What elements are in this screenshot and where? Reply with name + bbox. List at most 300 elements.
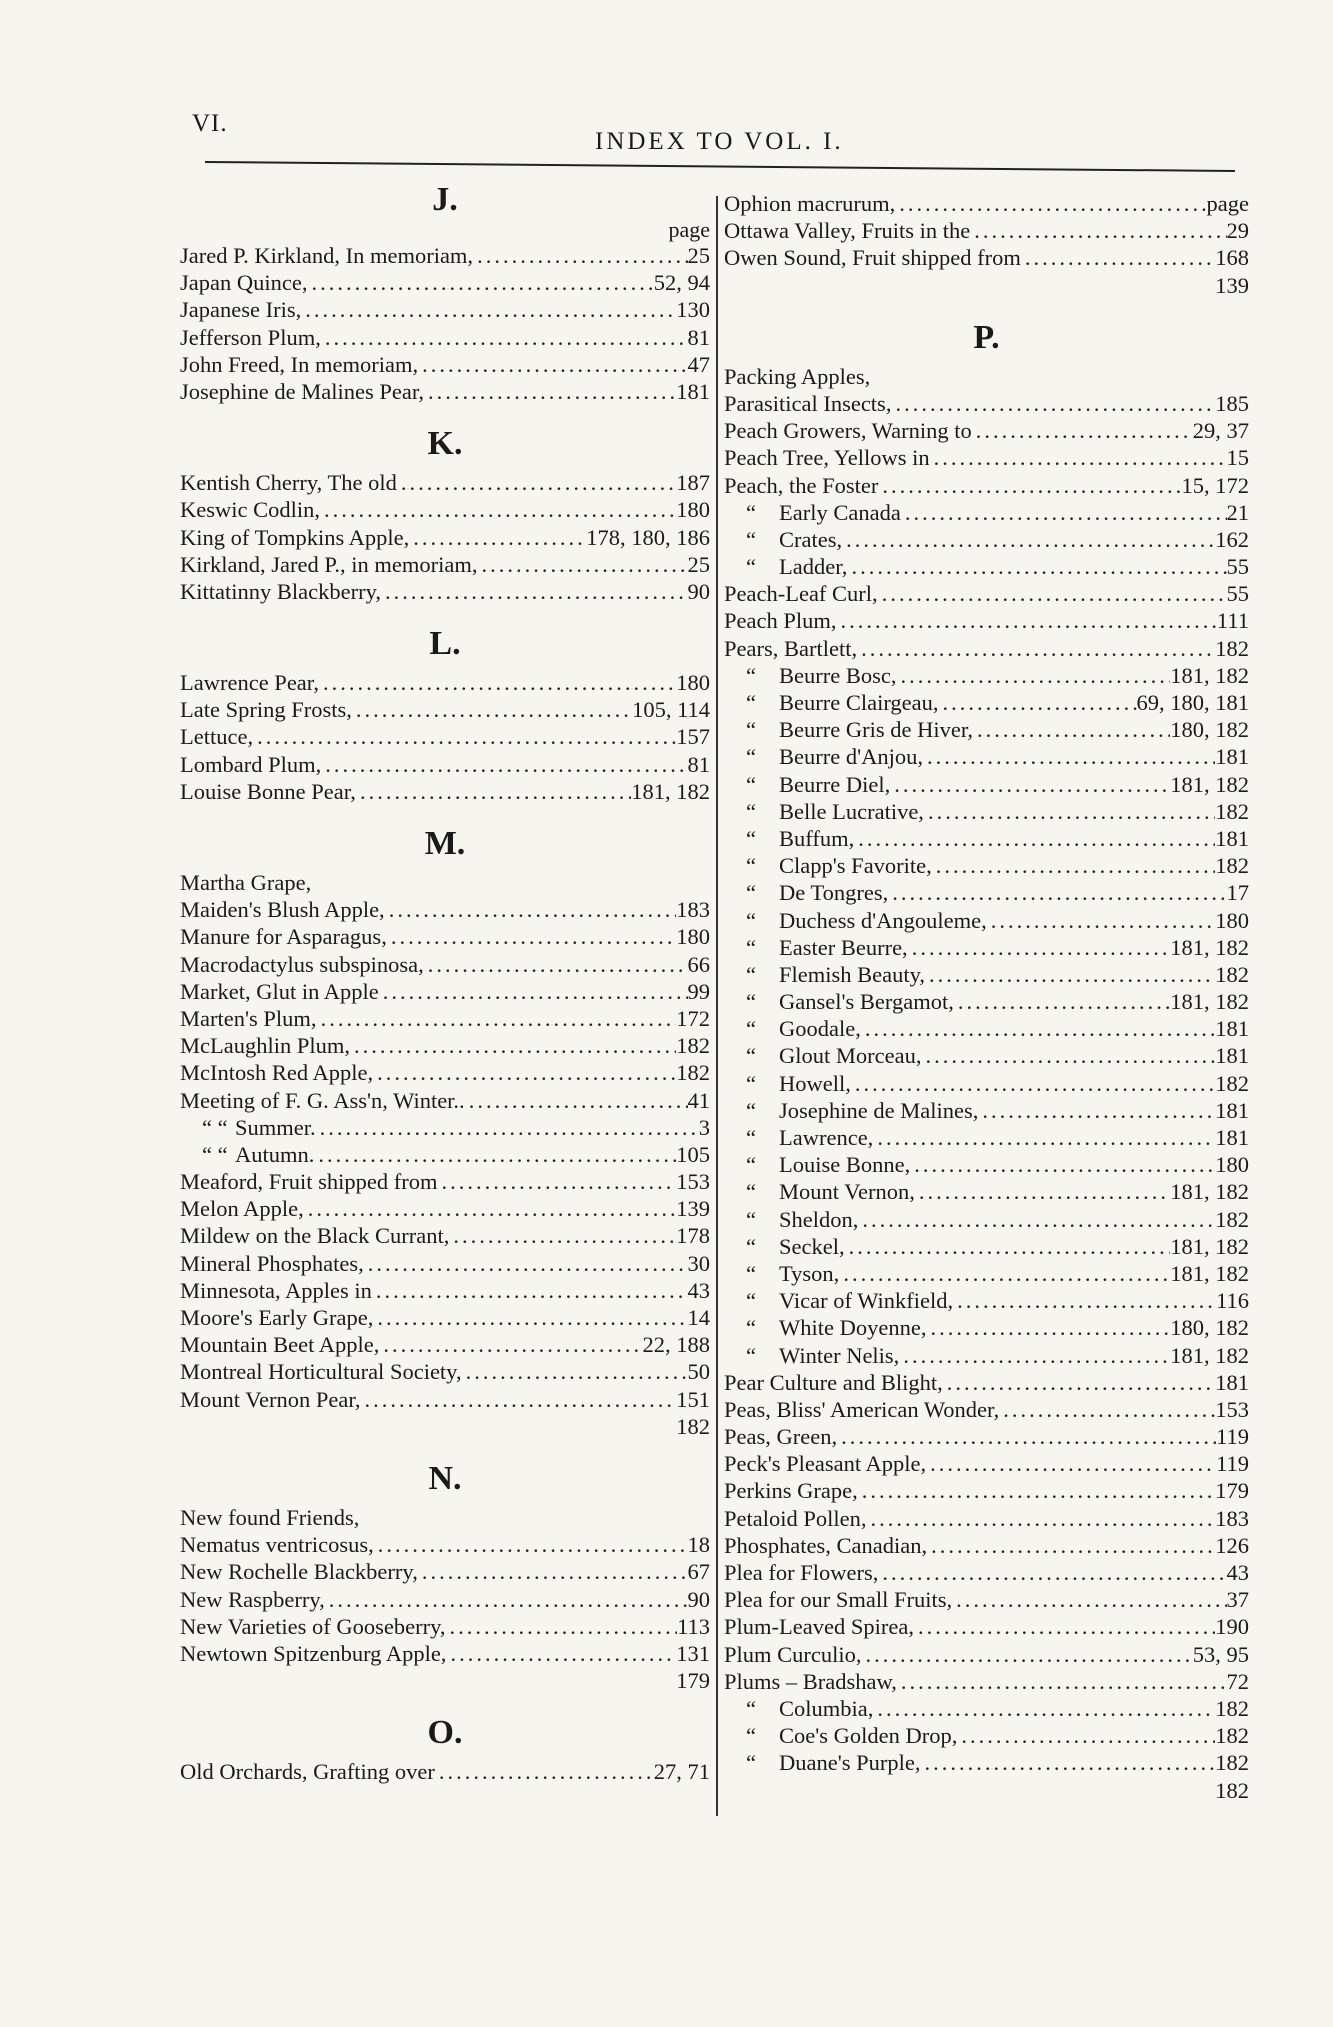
dot-leader (957, 1722, 1215, 1749)
dot-leader (372, 1277, 688, 1304)
index-entry (180, 1277, 710, 1304)
index-entry (180, 1640, 710, 1667)
dot-leader (939, 689, 1137, 716)
dot-leader (462, 1358, 688, 1385)
index-entry (724, 1042, 1249, 1069)
entry-title: Ophion macrurum, (724, 191, 896, 216)
entry-title: Goodale, (779, 1016, 861, 1042)
index-entry (724, 1777, 1249, 1804)
entry-title: Japan Quince, (180, 270, 308, 296)
entry-title: Jared P. Kirkland, In memoriam, (180, 243, 474, 268)
index-entry (724, 444, 1249, 471)
dot-leader (842, 526, 1215, 553)
index-entry (724, 272, 1249, 299)
dot-leader (253, 723, 676, 750)
entry-title: Martha Grape, (180, 870, 312, 895)
entry-page: 168 (1215, 245, 1249, 271)
index-entry (180, 524, 710, 551)
entry-page: 180 (1215, 1152, 1249, 1178)
dot-leader (878, 580, 1227, 607)
dot-leader (858, 1206, 1215, 1233)
entry-title: Newtown Spitzenburg Apple, (180, 1640, 447, 1666)
entry-page: 178 (676, 1223, 710, 1249)
index-entry (180, 551, 710, 578)
entry-title: Beurre Bosc, (779, 662, 897, 688)
entry-title: Plums – Bradshaw, (724, 1668, 897, 1694)
index-entry (724, 499, 1249, 526)
entry-page: 55 (1226, 581, 1249, 607)
entry-page: 151 (676, 1386, 710, 1412)
dot-leader (352, 696, 632, 723)
entry-title: Beurre Diel, (779, 771, 891, 797)
dot-leader (890, 771, 1170, 798)
dot-leader (409, 524, 586, 551)
dot-leader (477, 551, 687, 578)
index-entry (180, 269, 710, 296)
dot-leader (837, 607, 1217, 634)
index-entry (724, 852, 1249, 879)
index-entry (180, 296, 710, 323)
entry-title: White Doyenne, (779, 1315, 927, 1341)
column-divider (716, 196, 718, 1816)
index-entry (724, 988, 1249, 1015)
ditto-mark: “ (746, 1152, 756, 1178)
dot-leader (923, 743, 1215, 770)
dot-leader (356, 778, 631, 805)
dot-leader (908, 934, 1171, 961)
index-entry (180, 1168, 710, 1195)
entry-page: 25 (687, 551, 710, 577)
entry-title: Peach Tree, Yellows in (724, 445, 930, 471)
entry-title: Buffum, (779, 825, 855, 851)
dot-leader (325, 1586, 688, 1613)
entry-title: Marten's Plum, (180, 1005, 317, 1031)
index-entry (724, 1505, 1249, 1532)
entry-title: Owen Sound, Fruit shipped from (724, 245, 1021, 271)
index-entry (180, 242, 710, 269)
entry-page: 181, 182 (1170, 1342, 1249, 1368)
index-entry (180, 1087, 710, 1114)
dot-leader (304, 1195, 677, 1222)
dot-leader (473, 242, 687, 269)
entry-title: New found Friends, (180, 1504, 360, 1530)
entry-page: 30 (687, 1250, 710, 1276)
dot-leader (837, 1423, 1216, 1450)
index-entry (180, 978, 710, 1005)
entry-page: 182 (676, 1413, 710, 1439)
entry-title: Perkins Grape, (724, 1478, 858, 1504)
index-entry (724, 1532, 1249, 1559)
entry-title: Peach Plum, (724, 608, 837, 634)
ditto-mark: “ (746, 907, 756, 933)
index-entry (724, 526, 1249, 553)
section-letter: N. (428, 1459, 462, 1497)
entry-page: 131 (676, 1640, 710, 1666)
index-entry (180, 1358, 710, 1385)
index-entry (724, 907, 1249, 934)
entry-page: 181 (1215, 825, 1249, 851)
index-entry (180, 1667, 710, 1694)
entry-page: 15 (1226, 445, 1249, 471)
dot-leader (851, 1070, 1215, 1097)
dot-leader (381, 578, 688, 605)
dot-leader (857, 635, 1215, 662)
entry-title: Meeting of F. G. Ass'n, Winter.. (180, 1087, 465, 1113)
dot-leader (930, 444, 1227, 471)
entry-title: Lettuce, (180, 724, 254, 750)
index-entry (724, 472, 1249, 499)
index-entry (724, 1450, 1249, 1477)
index-entry (180, 1613, 710, 1640)
entry-page: 53, 95 (1192, 1641, 1249, 1667)
entry-title: Mildew on the Black Currant, (180, 1223, 450, 1249)
entry-page: 182 (1215, 1777, 1249, 1803)
entry-title: Peach-Leaf Curl, (724, 581, 878, 607)
index-entry (724, 1559, 1249, 1586)
dot-leader (954, 988, 1170, 1015)
ditto-mark: “ (746, 499, 756, 525)
entry-title: Old Orchards, Grafting over (180, 1759, 435, 1785)
dot-leader (915, 1178, 1170, 1205)
entry-page: 25 (687, 243, 710, 268)
dot-leader (307, 269, 653, 296)
entry-title: Late Spring Frosts, (180, 697, 352, 723)
section-gap (180, 605, 710, 619)
ditto-mark: “ (746, 1695, 756, 1721)
ditto-mark: “ (746, 825, 756, 851)
dot-leader (978, 1097, 1215, 1124)
dot-leader (867, 1505, 1216, 1532)
entry-page: 181, 182 (1170, 989, 1249, 1015)
ditto-mark: “ (746, 1125, 756, 1150)
index-entry (180, 951, 710, 978)
index-entry (724, 1314, 1249, 1341)
ditto-mark: “ (746, 1097, 756, 1123)
index-entry (180, 778, 710, 805)
dot-leader (901, 499, 1227, 526)
dot-leader (847, 553, 1226, 580)
dot-leader (379, 1331, 642, 1358)
right-column (724, 190, 1249, 1818)
ditto-mark: “ (746, 1288, 756, 1314)
entry-title: John Freed, In memoriam, (180, 351, 419, 377)
index-entry (180, 1141, 710, 1168)
entry-page: 116 (1216, 1288, 1249, 1314)
entry-page: 179 (676, 1668, 710, 1694)
dot-leader (972, 417, 1193, 444)
dot-leader (424, 378, 676, 405)
index-entry (724, 1151, 1249, 1178)
entry-page: 190 (1215, 1614, 1249, 1640)
dot-leader (861, 1015, 1215, 1042)
entry-page: 50 (687, 1359, 710, 1385)
section-gap (724, 299, 1249, 313)
entry-page: 17 (1226, 880, 1249, 906)
entry-page: 181 (1215, 1097, 1249, 1123)
index-entry (180, 1005, 710, 1032)
entry-page: 55 (1226, 554, 1249, 580)
entry-title: Vicar of Winkfield, (779, 1288, 954, 1314)
entry-title: Peas, Bliss' American Wonder, (724, 1396, 1000, 1422)
dot-leader (952, 1586, 1226, 1613)
entry-page: 181, 182 (1170, 1233, 1249, 1259)
entry-title: Josephine de Malines, (779, 1097, 979, 1123)
entry-title: Lombard Plum, (180, 751, 322, 777)
index-entry (180, 1114, 710, 1141)
dot-leader (465, 1087, 688, 1114)
dot-leader (320, 496, 676, 523)
section-gap (180, 1694, 710, 1708)
entry-title: Duane's Purple, (779, 1750, 921, 1776)
entry-page: 111 (1216, 608, 1249, 634)
index-entry (180, 1250, 710, 1277)
section-letter: K. (427, 425, 463, 463)
entry-page: 21 (1226, 499, 1249, 525)
index-entry (724, 1342, 1249, 1369)
entry-page: 29 (1226, 218, 1249, 244)
dot-leader (397, 469, 676, 496)
dot-leader (437, 1168, 676, 1195)
entry-page: 181 (1215, 1016, 1249, 1042)
left-column (180, 181, 710, 1799)
index-entry (180, 351, 710, 378)
index-entry (724, 1749, 1249, 1776)
ditto-mark: “ (746, 744, 756, 770)
index-entry (724, 417, 1249, 444)
entry-title: Sheldon, (779, 1206, 859, 1232)
entry-page: 180, 182 (1170, 717, 1249, 743)
ditto-mark: “ (746, 1233, 756, 1259)
entry-title: Louise Bonne, (779, 1152, 911, 1178)
entry-page: 22, 188 (642, 1332, 710, 1358)
index-entry (724, 1722, 1249, 1749)
dot-leader (321, 324, 688, 351)
entry-title: Josephine de Malines Pear, (180, 378, 425, 404)
running-title: INDEX TO VOL. I. (595, 128, 844, 155)
entry-title: Glout Morceau, (779, 1043, 922, 1069)
dot-leader (895, 190, 1206, 217)
entry-title: Peas, Green, (724, 1424, 838, 1450)
entry-page: 3 (698, 1114, 710, 1140)
index-entry (724, 1206, 1249, 1233)
entry-title: New Raspberry, (180, 1586, 325, 1612)
entry-page: 182 (1215, 1070, 1249, 1096)
index-entry (180, 669, 710, 696)
dot-leader (446, 1640, 676, 1667)
dot-leader (862, 1641, 1193, 1668)
index-entry (180, 469, 710, 496)
entry-title: Columbia, (779, 1695, 874, 1721)
entry-title: Peach, the Foster (724, 472, 879, 498)
index-entry (724, 1423, 1249, 1450)
dot-leader (921, 1749, 1216, 1776)
entry-title: Beurre d'Anjou, (779, 744, 924, 770)
entry-page: 187 (676, 470, 710, 496)
section-letter: M. (424, 825, 466, 862)
entry-title: Macrodactylus subspinosa, (180, 951, 424, 977)
entry-title: Packing Apples, (724, 363, 871, 389)
ditto-mark: “ (746, 526, 756, 552)
dot-leader (973, 716, 1170, 743)
dot-leader (1021, 244, 1215, 271)
dot-leader (319, 669, 676, 696)
entry-page: 182 (1215, 1206, 1249, 1232)
header-rule (205, 161, 1235, 172)
entry-title: Japanese Iris, (180, 297, 302, 323)
entry-page: 182 (1215, 798, 1249, 824)
entry-page: 130 (676, 297, 710, 323)
dot-leader (926, 1450, 1216, 1477)
ditto-mark: “ (746, 1315, 756, 1341)
index-section (180, 819, 710, 1454)
index-entry (180, 696, 710, 723)
ditto-mark: “ (746, 1723, 756, 1749)
entry-page: 162 (1215, 526, 1249, 552)
ditto-mark: “ (746, 989, 756, 1015)
index-entry (724, 1396, 1249, 1423)
entry-title: Early Canada (779, 499, 901, 525)
entry-title: Plea for Flowers, (724, 1560, 879, 1585)
entry-page: 119 (1216, 1451, 1249, 1477)
dot-leader (418, 351, 687, 378)
entry-page: 172 (676, 1005, 710, 1031)
dot-leader (888, 879, 1226, 906)
entry-page: 18 (687, 1532, 710, 1558)
entry-title: Kentish Cherry, The old (180, 470, 397, 496)
entry-title: Lawrence Pear, (180, 670, 320, 696)
entry-title: Winter Nelis, (779, 1342, 900, 1368)
entry-page: 14 (687, 1305, 710, 1330)
entry-page: 81 (687, 324, 710, 350)
entry-title: Jefferson Plum, (180, 324, 321, 350)
ditto-mark: “ “ (202, 1114, 228, 1140)
index-entry (180, 1531, 710, 1558)
entry-title: Duchess d'Angouleme, (779, 907, 987, 933)
ditto-mark: “ (746, 1016, 756, 1042)
index-section (724, 313, 1249, 1818)
entry-title: Seckel, (779, 1233, 845, 1259)
entry-page: 119 (1216, 1424, 1249, 1450)
entry-title: Nematus ventricosus, (180, 1532, 374, 1558)
index-entry (180, 896, 710, 923)
ditto-mark: “ (746, 690, 756, 715)
index-entry (724, 1613, 1249, 1640)
section-gap (180, 405, 710, 419)
entry-title: Melon Apple, (180, 1196, 304, 1222)
index-entry (724, 580, 1249, 607)
dot-leader (321, 751, 687, 778)
entry-title: Kittatinny Blackberry, (180, 578, 381, 604)
index-entry (724, 1287, 1249, 1314)
ditto-mark: “ (746, 880, 756, 906)
entry-title: Parasitical Insects, (724, 390, 892, 416)
ditto-mark: “ (746, 1342, 756, 1368)
index-entry (180, 869, 710, 896)
entry-page: 183 (1215, 1505, 1249, 1531)
index-entry (724, 771, 1249, 798)
index-entry (180, 1304, 710, 1331)
entry-title: Flemish Beauty, (779, 961, 926, 987)
dot-leader (924, 798, 1215, 825)
ditto-mark: “ (746, 1179, 756, 1205)
entry-page: 41 (687, 1087, 710, 1113)
entry-title: McIntosh Red Apple, (180, 1060, 374, 1086)
dot-leader (970, 217, 1226, 244)
entry-page: 183 (676, 897, 710, 923)
entry-page: 181, 182 (1170, 1260, 1249, 1286)
index-section (180, 1708, 710, 1799)
entry-title: Howell, (779, 1070, 851, 1096)
dot-leader (385, 896, 677, 923)
ditto-mark: “ (746, 1206, 756, 1232)
index-entry (724, 1477, 1249, 1504)
entry-page: 180 (676, 497, 710, 523)
entry-page: 181, 182 (1170, 771, 1249, 797)
entry-title: Belle Lucrative, (779, 798, 924, 824)
entry-page: 182 (1215, 961, 1249, 987)
index-entry (180, 378, 710, 405)
dot-leader (317, 1005, 677, 1032)
entry-title: Ottawa Valley, Fruits in the (724, 218, 971, 244)
index-entry (724, 1641, 1249, 1668)
entry-title: Pears, Bartlett, (724, 635, 858, 661)
dot-leader (435, 1758, 654, 1785)
index-entry (724, 1369, 1249, 1396)
entry-page: 90 (687, 578, 710, 604)
page-column-label: page (668, 217, 710, 242)
ditto-mark: “ (746, 934, 756, 960)
entry-page: 181 (1215, 1369, 1249, 1395)
entry-page: 69, 180, 181 (1136, 690, 1249, 715)
dot-leader (858, 1477, 1216, 1504)
dot-leader (953, 1287, 1216, 1314)
ditto-mark: “ (746, 853, 756, 879)
dot-leader (418, 1558, 688, 1585)
index-section (180, 1454, 710, 1708)
entry-title: Moore's Early Grape, (180, 1305, 374, 1330)
index-entry (724, 390, 1249, 417)
dot-leader (910, 1151, 1215, 1178)
index-entry (724, 1586, 1249, 1613)
dot-leader (839, 1260, 1170, 1287)
section-gap (180, 1440, 710, 1454)
entry-page: 182 (1215, 1695, 1249, 1721)
entry-title: Plum Curculio, (724, 1641, 862, 1667)
dot-leader (301, 296, 676, 323)
dot-leader (316, 1114, 699, 1141)
entry-title: Maiden's Blush Apple, (180, 897, 385, 923)
dot-leader (878, 472, 1181, 499)
index-entry (724, 689, 1249, 716)
entry-page: 181 (1215, 744, 1249, 770)
entry-page: 180, 182 (1170, 1315, 1249, 1341)
entry-title: King of Tompkins Apple, (180, 524, 410, 550)
dot-leader (387, 923, 676, 950)
entry-page: 43 (1226, 1560, 1249, 1585)
index-entry (724, 798, 1249, 825)
ditto-mark: “ (746, 662, 756, 688)
index-entry (724, 662, 1249, 689)
ditto-mark: “ (746, 717, 756, 743)
entry-page: 181, 182 (1170, 934, 1249, 960)
index-entry (724, 1015, 1249, 1042)
entry-page: 181 (1215, 1125, 1249, 1150)
index-entry (180, 1504, 710, 1531)
entry-title: Tyson, (779, 1260, 840, 1286)
entry-title: Mount Vernon Pear, (180, 1386, 361, 1412)
entry-page: page (1206, 191, 1249, 216)
entry-page: 52, 94 (653, 270, 710, 296)
